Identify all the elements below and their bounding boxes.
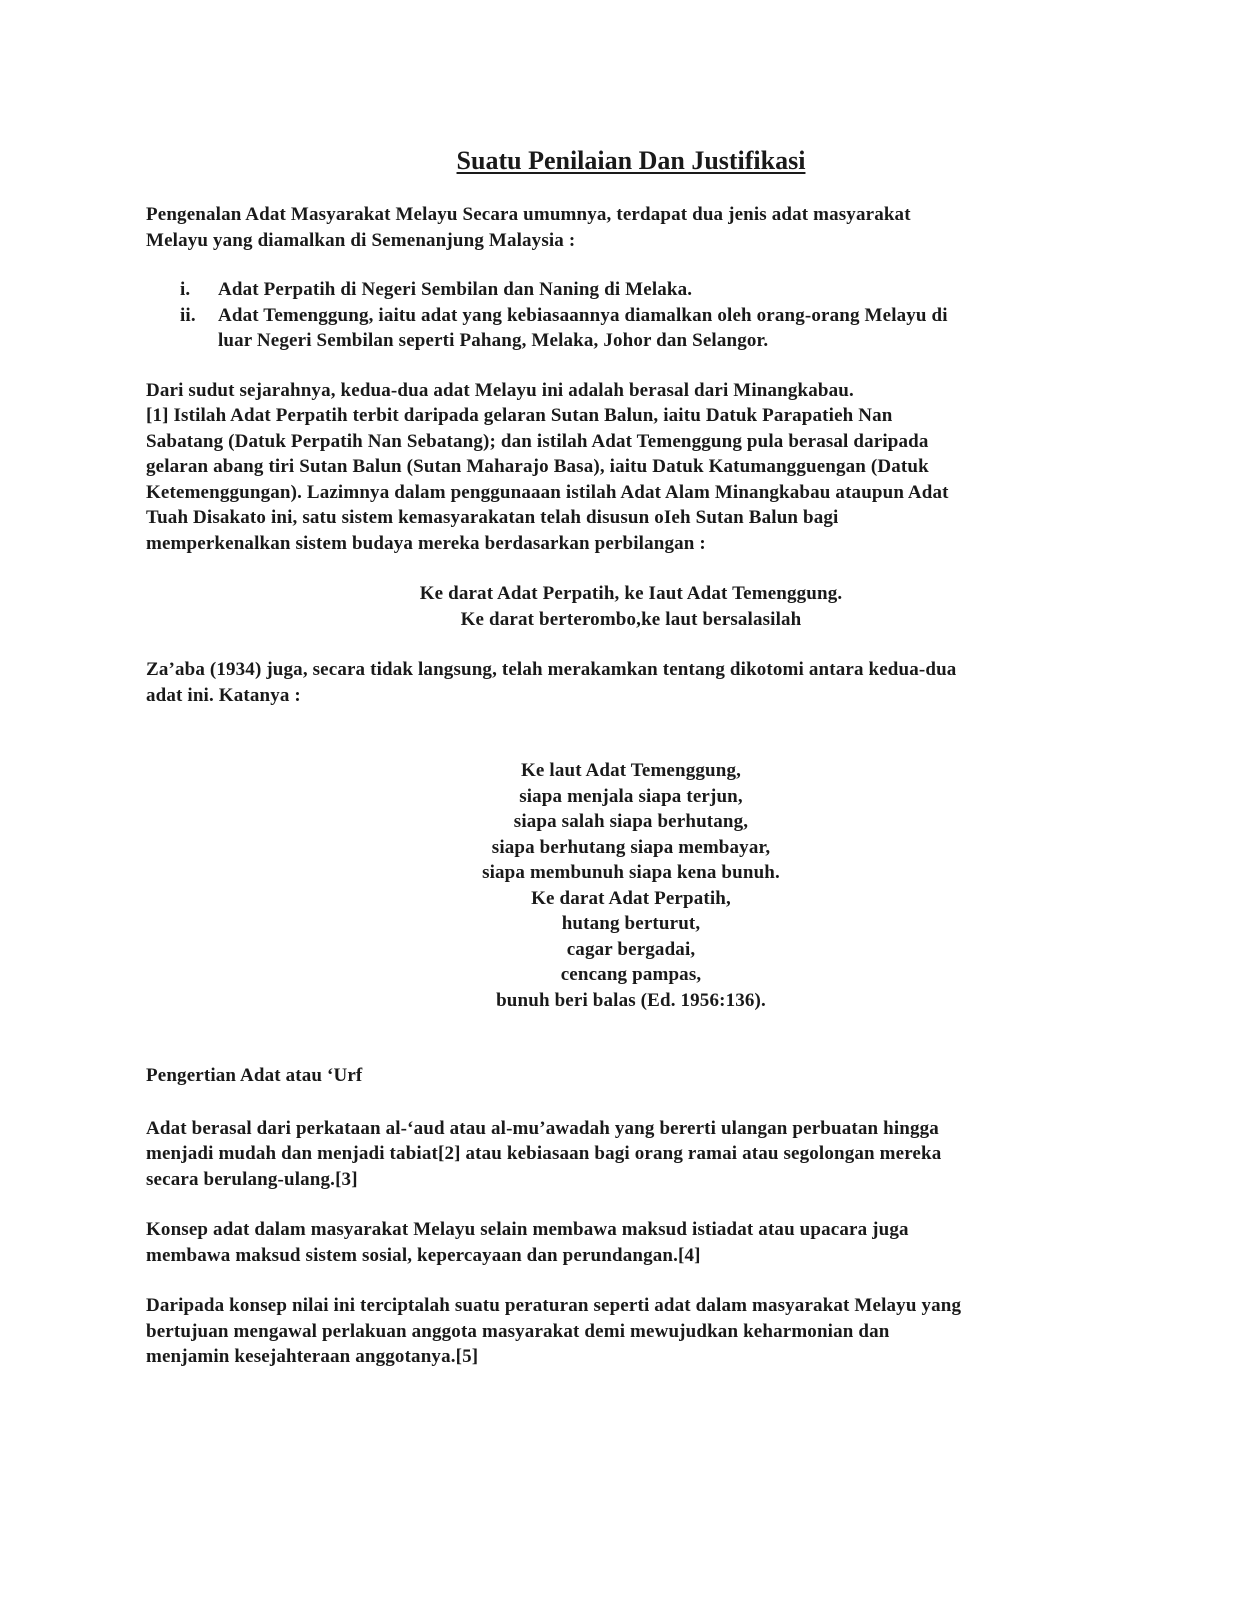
list-item-number: i. bbox=[180, 279, 191, 300]
proverb-line: Ke darat Adat Perpatih, ke Iaut Adat Temenggung. bbox=[419, 583, 843, 604]
intro-line: Melayu yang diamalkan di Semenanjung Malaysia : bbox=[146, 229, 576, 251]
history-line: Tuah Disakato ini, satu sistem kemasyarakatan telah disusun oIeh Sutan Balun bagi bbox=[146, 507, 839, 528]
poem-line: hutang berturut, bbox=[561, 913, 701, 934]
poem-line: cencang pampas, bbox=[560, 964, 702, 985]
daripada-line: menjamin kesejahteraan anggotanya.[5] bbox=[146, 1346, 479, 1367]
zaaba-paragraph bbox=[146, 657, 1086, 708]
history-line: Sabatang (Datuk Perpatih Nan Sebatang); dan istilah Adat Temenggung pula berasal daripada bbox=[146, 430, 929, 452]
poem-line: bunuh beri balas (Ed. 1956:136). bbox=[496, 989, 766, 1011]
intro-line: Pengenalan Adat Masyarakat Melayu Secara umumnya, terdapat dua jenis adat masyarakat bbox=[146, 204, 911, 225]
history-line: memperkenalkan sistem budaya mereka berdasarkan perbilangan : bbox=[146, 532, 706, 554]
list-item-number: ii. bbox=[180, 304, 196, 326]
definition-line: menjadi mudah dan menjadi tabiat[2] atau kebiasaan bagi orang ramai atau segolongan mereka bbox=[146, 1143, 942, 1164]
poem-line: Ke darat Adat Perpatih, bbox=[531, 887, 731, 909]
list-item bbox=[146, 277, 1086, 303]
konsep-paragraph bbox=[146, 1217, 1086, 1268]
daripada-line: Daripada konsep nilai ini terciptalah suatu peraturan seperti adat dalam masyarakat Melayu yang bbox=[146, 1295, 962, 1316]
zaaba-line: Za’aba (1934) juga, secara tidak langsung, telah merakamkan tentang dikotomi antara kedua-dua bbox=[146, 659, 957, 680]
daripada-paragraph bbox=[146, 1293, 1086, 1370]
daripada-line: bertujuan mengawal perlakuan anggota masyarakat demi mewujudkan keharmonian dan bbox=[146, 1320, 890, 1342]
definition-line: secara berulang-ulang.[3] bbox=[146, 1168, 358, 1190]
proverb-block bbox=[146, 581, 1086, 632]
poem-line: siapa berhutang siapa membayar, bbox=[491, 836, 771, 858]
list-item bbox=[146, 303, 1086, 354]
history-line: Dari sudut sejarahnya, kedua-dua adat Melayu ini adalah berasal dari Minangkabau. bbox=[146, 379, 854, 401]
konsep-line: membawa maksud sistem sosial, kepercayaan dan perundangan.[4] bbox=[146, 1244, 701, 1266]
poem-line: Ke laut Adat Temenggung, bbox=[520, 760, 742, 781]
poem-block bbox=[146, 758, 1086, 1013]
list-item-text: luar Negeri Sembilan seperti Pahang, Melaka, Johor dan Selangor. bbox=[218, 330, 769, 351]
definition-paragraph bbox=[146, 1116, 1086, 1193]
history-line: Ketemenggungan). Lazimnya dalam penggunaaan istilah Adat Alam Minangkabau ataupun Adat bbox=[146, 481, 949, 503]
list-item-text: Adat Perpatih di Negeri Sembilan dan Naning di Melaka. bbox=[218, 279, 693, 300]
konsep-line: Konsep adat dalam masyarakat Melayu selain membawa maksud istiadat atau upacara juga bbox=[146, 1219, 909, 1240]
history-paragraph bbox=[146, 378, 1086, 557]
poem-line: siapa salah siapa berhutang, bbox=[513, 811, 749, 832]
poem-line: siapa menjala siapa terjun, bbox=[519, 785, 743, 807]
history-line: [1] Istilah Adat Perpatih terbit daripada gelaran Sutan Balun, iaitu Datuk Parapatieh Nan bbox=[146, 405, 893, 426]
list-item-text: Adat Temenggung, iaitu adat yang kebiasaannya diamalkan oleh orang-orang Melayu di bbox=[218, 304, 948, 326]
definition-line: Adat berasal dari perkataan al-‘aud atau al-mu’awadah yang bererti ulangan perbuatan hingga bbox=[146, 1117, 939, 1139]
proverb-line: Ke darat berterombo,ke laut bersalasilah bbox=[460, 608, 802, 630]
adat-types-list bbox=[146, 277, 1086, 354]
zaaba-line: adat ini. Katanya : bbox=[146, 684, 301, 706]
poem-line: siapa membunuh siapa kena bunuh. bbox=[482, 862, 780, 883]
section-heading-pengertian: Pengertian Adat atau ‘Urf bbox=[146, 1065, 363, 1086]
document-title: Suatu Penilaian Dan Justifikasi bbox=[456, 146, 806, 175]
poem-line: cagar bergadai, bbox=[566, 938, 696, 960]
history-line: gelaran abang tiri Sutan Balun (Sutan Maharajo Basa), iaitu Datuk Katumangguengan (Datuk bbox=[146, 456, 929, 477]
intro-paragraph bbox=[146, 202, 1086, 253]
